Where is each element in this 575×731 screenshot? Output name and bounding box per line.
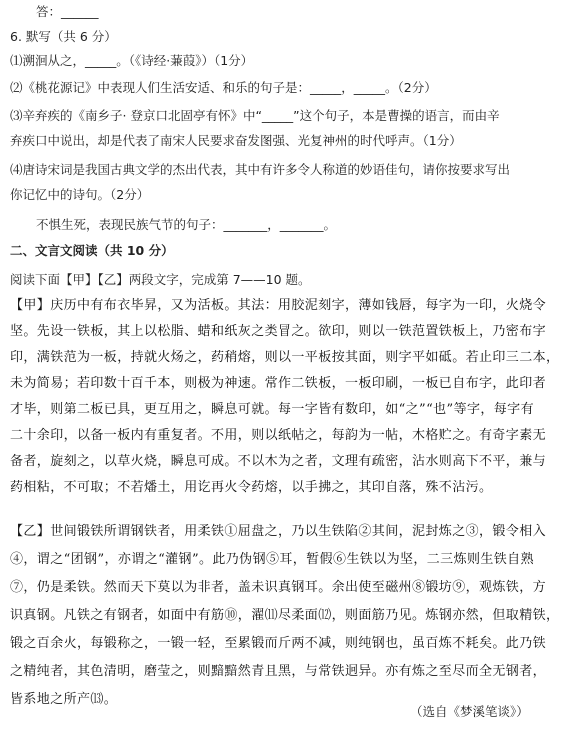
passage-jia-line: 未为简易；若印数十百千本，则极为神速。常作二铁板，一板印刷，一板已自布字，此印者 <box>10 376 547 391</box>
passage-jia-line: 药相粘，不可取；不若燔土，用讫再火令药熔，以手拂之，其印自落，殊不沾污。 <box>10 480 493 495</box>
question-6-item-2: ⑵《桃花源记》中表现人们生活安适、和乐的句子是：_____，_____。（2分） <box>10 80 437 95</box>
question-6-item-3-line-1: ⑶辛弃疾的《南乡子· 登京口北固亭有怀》中“_____”这个句子，本是曹操的语言，而由辛 <box>10 108 500 123</box>
passage-yi-line: ④，谓之“团钢”，亦谓之“灌钢”。此乃伪钢⑤耳，暂假⑥生铁以为坚，二三炼则生铁自熟 <box>10 552 534 567</box>
question-6-item-4-line-2: 你记忆中的诗句。（2分） <box>10 187 150 202</box>
question-6-item-4-line-1: ⑷唐诗宋词是我国古典文学的杰出代表，其中有许多令人称道的妙语佳句，请你按要求写出 <box>10 162 511 177</box>
passage-yi-line: 锻之百余火，每锻称之，一锻一轻，至累锻而斤两不减，则纯钢也，虽百炼不耗矣。此乃铁 <box>10 636 547 651</box>
passage-yi-line: 识真钢。凡铁之有钢者，如面中有筋⑩，濯⑾尽柔面⑿，则面筋乃见。炼钢亦然，但取精铁， <box>10 608 560 623</box>
passage-jia-line: 才毕，则第二板已具，更互用之，瞬息可就。每一字皆有数印，如“之”“也”等字，每字有 <box>10 402 534 417</box>
passage-jia-line: 坚。先设一铁板，其上以松脂、蜡和纸灰之类冒之。欲印，则以一铁范置铁板上，乃密布字 <box>10 324 547 339</box>
passage-yi-line: ⑦，仍是柔铁。然而天下莫以为非者，盖未识真钢耳。余出使至磁州⑧锻坊⑨，观炼铁，方 <box>10 580 547 595</box>
section-2-title: 二、文言文阅读（共 10 分） <box>10 243 174 258</box>
source-citation: （选自《梦溪笔谈》） <box>410 704 529 719</box>
passage-yi-line: 【乙】世间锻铁所谓钢铁者，用柔铁①屈盘之，乃以生铁陷②其间，泥封炼之③，锻令相入 <box>10 524 547 539</box>
question-6-item-4-line-3: 不惧生死，表现民族气节的句子：_______，_______。 <box>36 217 337 232</box>
passage-jia-line: 备者，旋刻之，以草火烧，瞬息可成。不以木为之者，文理有疏密，沾水则高下不平，兼与 <box>10 454 547 469</box>
passage-jia-line: 【甲】庆历中有布衣毕昇，又为活板。其法：用胶泥刻字，薄如钱唇，每字为一印，火烧令 <box>10 298 547 313</box>
question-6-title: 6. 默写（共 6 分） <box>10 29 117 44</box>
section-2-instructions: 阅读下面【甲】【乙】两段文字，完成第 7——10 题。 <box>10 272 311 287</box>
passage-yi-line: 皆系地之所产⒀。 <box>10 692 118 707</box>
question-6-item-1: ⑴溯洄从之，_____。（《诗经·蒹葭》）（1分） <box>10 53 254 68</box>
passage-jia-line: 印，满铁范为一板，持就火炀之，药稍熔，则以一平板按其面，则字平如砥。若止印三二本， <box>10 350 560 365</box>
question-6-item-3-line-2: 弃疾口中说出，却是代表了南宋人民要求奋发图强、光复神州的时代呼声。（1分） <box>10 133 462 148</box>
passage-yi-line: 之精纯者，其色清明，磨莹之，则黯黯然青且黑，与常铁迥异。亦有炼之至尽而全无钢者， <box>10 664 547 679</box>
passage-jia-line: 二十余印，以备一板内有重复者。不用，则以纸帖之，每韵为一帖，木格贮之。有奇字素无 <box>10 428 547 443</box>
answer-line: 答：______ <box>36 4 99 19</box>
